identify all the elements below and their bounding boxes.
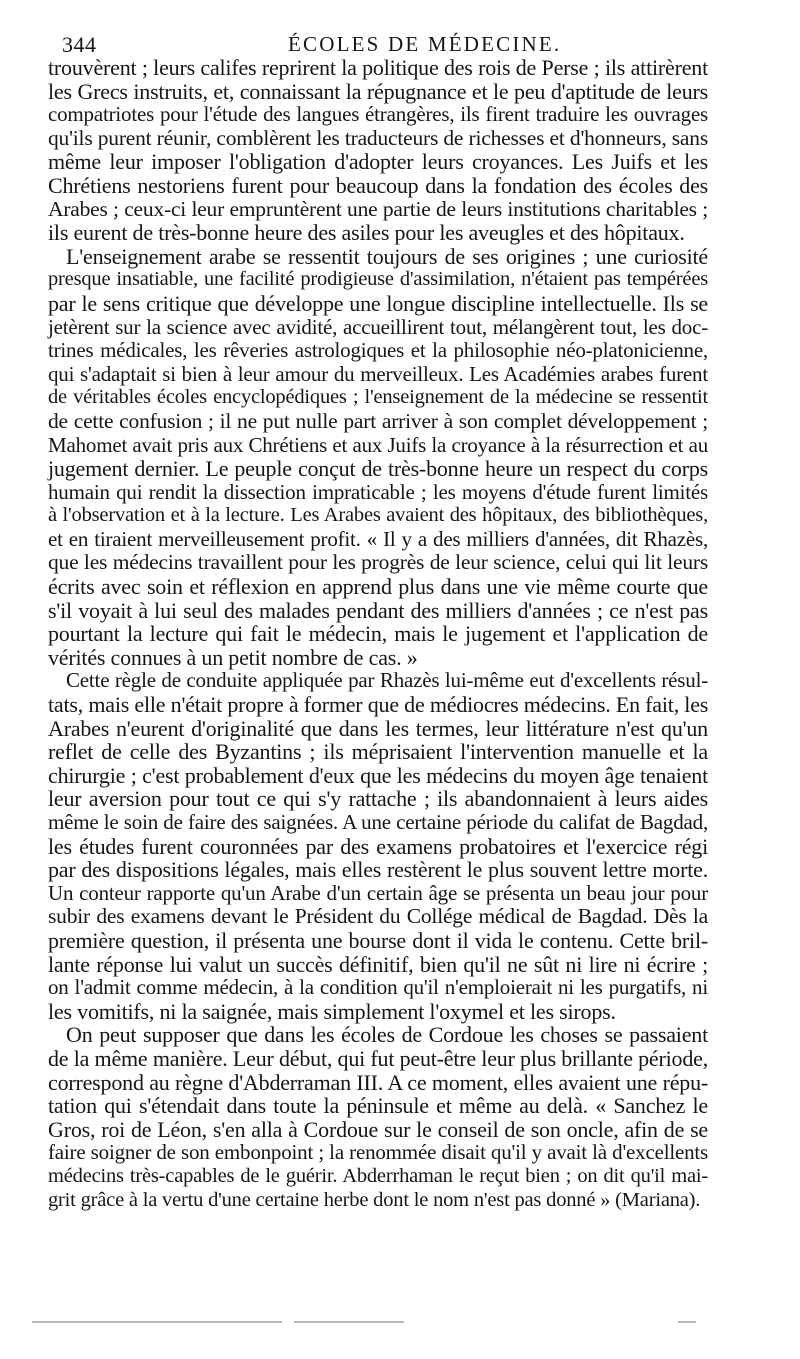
text-line: tation qui s'étendait dans toute la péninsule et même au delà. « Sanchez le xyxy=(48,1093,708,1119)
text-line: reflet de celle des Byzantins ; ils méprisaient l'intervention manuelle et la xyxy=(48,739,708,765)
text-line: on l'admit comme médecin, à la condition qu'il n'emploierait ni les purgatifs, ni xyxy=(48,975,708,1000)
text-line: pourtant la lecture qui fait le médecin, mais le jugement et l'application de xyxy=(48,621,708,647)
text-line: médecins très-capables de le guérir. Abderrhaman le reçut bien ; on dit qu'il mai- xyxy=(48,1164,708,1187)
text-line: de véritables écoles encyclopédiques ; l'enseignement de la médecine se ressentit xyxy=(48,386,708,409)
text-line: presque insatiable, une facilité prodigieuse d'assimilation, n'étaient pas tempérées xyxy=(48,268,708,291)
text-line: qu'ils purent réunir, comblèrent les traducteurs de richesses et d'honneurs, sans xyxy=(48,125,708,150)
text-line: tats, mais elle n'était propre à former que de médiocres médecins. En fait, les xyxy=(48,692,709,718)
text-line: Un conteur rapporte qu'un Arabe d'un certain âge se présenta un beau jour pour xyxy=(48,880,708,905)
text-line: que les médecins travaillent pour les progrès de leur science, celui qui lit leurs xyxy=(48,550,708,575)
text-line: à l'observation et à la lecture. Les Arabes avaient des hôpitaux, des bibliothèques, xyxy=(48,504,708,527)
text-line: Mahomet avait pris aux Chrétiens et aux Juifs la croyance à la résurrection et au xyxy=(48,432,708,457)
bleed-through-mark xyxy=(294,1321,404,1323)
text-line: de cette confusion ; il ne put nulle part arriver à son complet développement ; xyxy=(48,408,708,433)
text-line: vérités connues à un petit nombre de cas. » xyxy=(48,644,418,670)
text-line: jugement dernier. Le peuple conçut de très-bonne heure un respect du corps xyxy=(48,456,708,482)
text-line: les études furent couronnées par des examens probatoires et l'exercice régi xyxy=(48,833,708,859)
text-line: L'enseignement arabe se ressentit toujours de ses origines ; une curiosité xyxy=(66,243,708,269)
text-line: de la même manière. Leur début, qui fut peut-être leur plus brillante période, xyxy=(48,1045,708,1071)
text-line: par des dispositions légales, mais elles restèrent le plus souvent lettre morte. xyxy=(48,857,708,883)
bottom-edge-bleed-through xyxy=(32,1318,696,1326)
paragraph xyxy=(48,245,708,670)
text-line: grit grâce à la vertu d'une certaine herbe dont le nom n'est pas donné » (Mariana). xyxy=(48,1188,701,1211)
paragraph xyxy=(48,669,708,1023)
text-line: Arabes ; ceux-ci leur empruntèrent une partie de leurs institutions charitables ; xyxy=(48,196,708,221)
text-line: Gros, roi de Léon, s'en alla à Cordoue sur le conseil de son oncle, afin de se xyxy=(48,1116,708,1142)
bleed-through-mark xyxy=(678,1321,696,1323)
text-line: humain qui rendit la dissection impraticable ; les moyens d'étude furent limités xyxy=(48,479,708,504)
text-line: jetèrent sur la science avec avidité, accueillirent tout, mélangèrent tout, les doc- xyxy=(48,314,708,339)
text-line: Cette règle de conduite appliquée par Rhazès lui-même eut d'excellents résul- xyxy=(66,668,708,693)
text-line: trouvèrent ; leurs califes reprirent la politique des rois de Perse ; ils attirèrent xyxy=(48,55,708,80)
text-line: faire soigner de son embonpoint ; la renommée disait qu'il y avait là d'excellents xyxy=(48,1140,708,1165)
text-line: subir des examens devant le Président du Collége médical de Bagdad. Dès la xyxy=(48,904,708,929)
text-line: chirurgie ; c'est probablement d'eux que les médecins du moyen âge tenaient xyxy=(48,762,708,788)
text-line: lante réponse lui valut un succès définitif, bien qu'il ne sût ni lire ni écrire ; xyxy=(48,951,708,977)
text-line: leur aversion pour tout ce qui s'y rattache ; ils abandonnaient à leurs aides xyxy=(48,786,708,812)
text-line: même leur imposer l'obligation d'adopter leurs croyances. Les Juifs et les xyxy=(48,149,708,175)
body-text xyxy=(48,56,708,1212)
text-line: correspond au règne d'Abderraman III. A ce moment, elles avaient une répu- xyxy=(48,1069,708,1095)
text-line: Arabes n'eurent d'originalité que dans les termes, leur littérature n'est qu'un xyxy=(48,715,708,741)
bleed-through-mark xyxy=(32,1321,282,1323)
paragraph xyxy=(48,1023,708,1212)
text-line: par le sens critique que développe une longue discipline intellectuelle. Ils se xyxy=(48,290,708,316)
text-line: qui s'adaptait si bien à leur amour du merveilleux. Les Académies arabes furent xyxy=(48,361,708,386)
text-line: première question, il présenta une bourse dont il vida le contenu. Cette bril- xyxy=(48,927,708,953)
text-line: trines médicales, les rêveries astrologiques et la philosophie néo-platonicienne, xyxy=(48,338,708,363)
text-line: s'il voyait à lui seul des malades pendant des milliers d'années ; ce n'est pas xyxy=(48,597,708,623)
text-line: même le soin de faire des saignées. A une certaine période du califat de Bagdad, xyxy=(48,810,708,834)
text-line: écrits avec soin et réflexion en apprend plus dans une vie même courte que xyxy=(48,574,708,600)
text-line: et en tiraient merveilleusement profit. « Il y a des milliers d'années, dit Rhazès, xyxy=(48,526,708,551)
text-line: On peut supposer que dans les écoles de Cordoue les choses se passaient xyxy=(66,1022,708,1048)
paragraph xyxy=(48,56,708,245)
text-line: les Grecs instruits, et, connaissant la répugnance et le peu d'aptitude de leurs xyxy=(48,78,708,104)
text-line: compatriotes pour l'étude des langues étrangères, ils firent traduire les ouvrages xyxy=(48,102,708,127)
text-line: les vomitifs, ni la saignée, mais simplement l'oxymel et les sirops. xyxy=(48,998,616,1024)
running-title: ÉCOLES DE MÉDECINE. xyxy=(288,32,562,56)
page-number: 344 xyxy=(62,32,97,57)
text-line: ils eurent de très-bonne heure des asiles pour les aveugles et des hôpitaux. xyxy=(48,220,685,246)
text-line: Chrétiens nestoriens furent pour beaucoup dans la fondation des écoles des xyxy=(48,172,708,198)
